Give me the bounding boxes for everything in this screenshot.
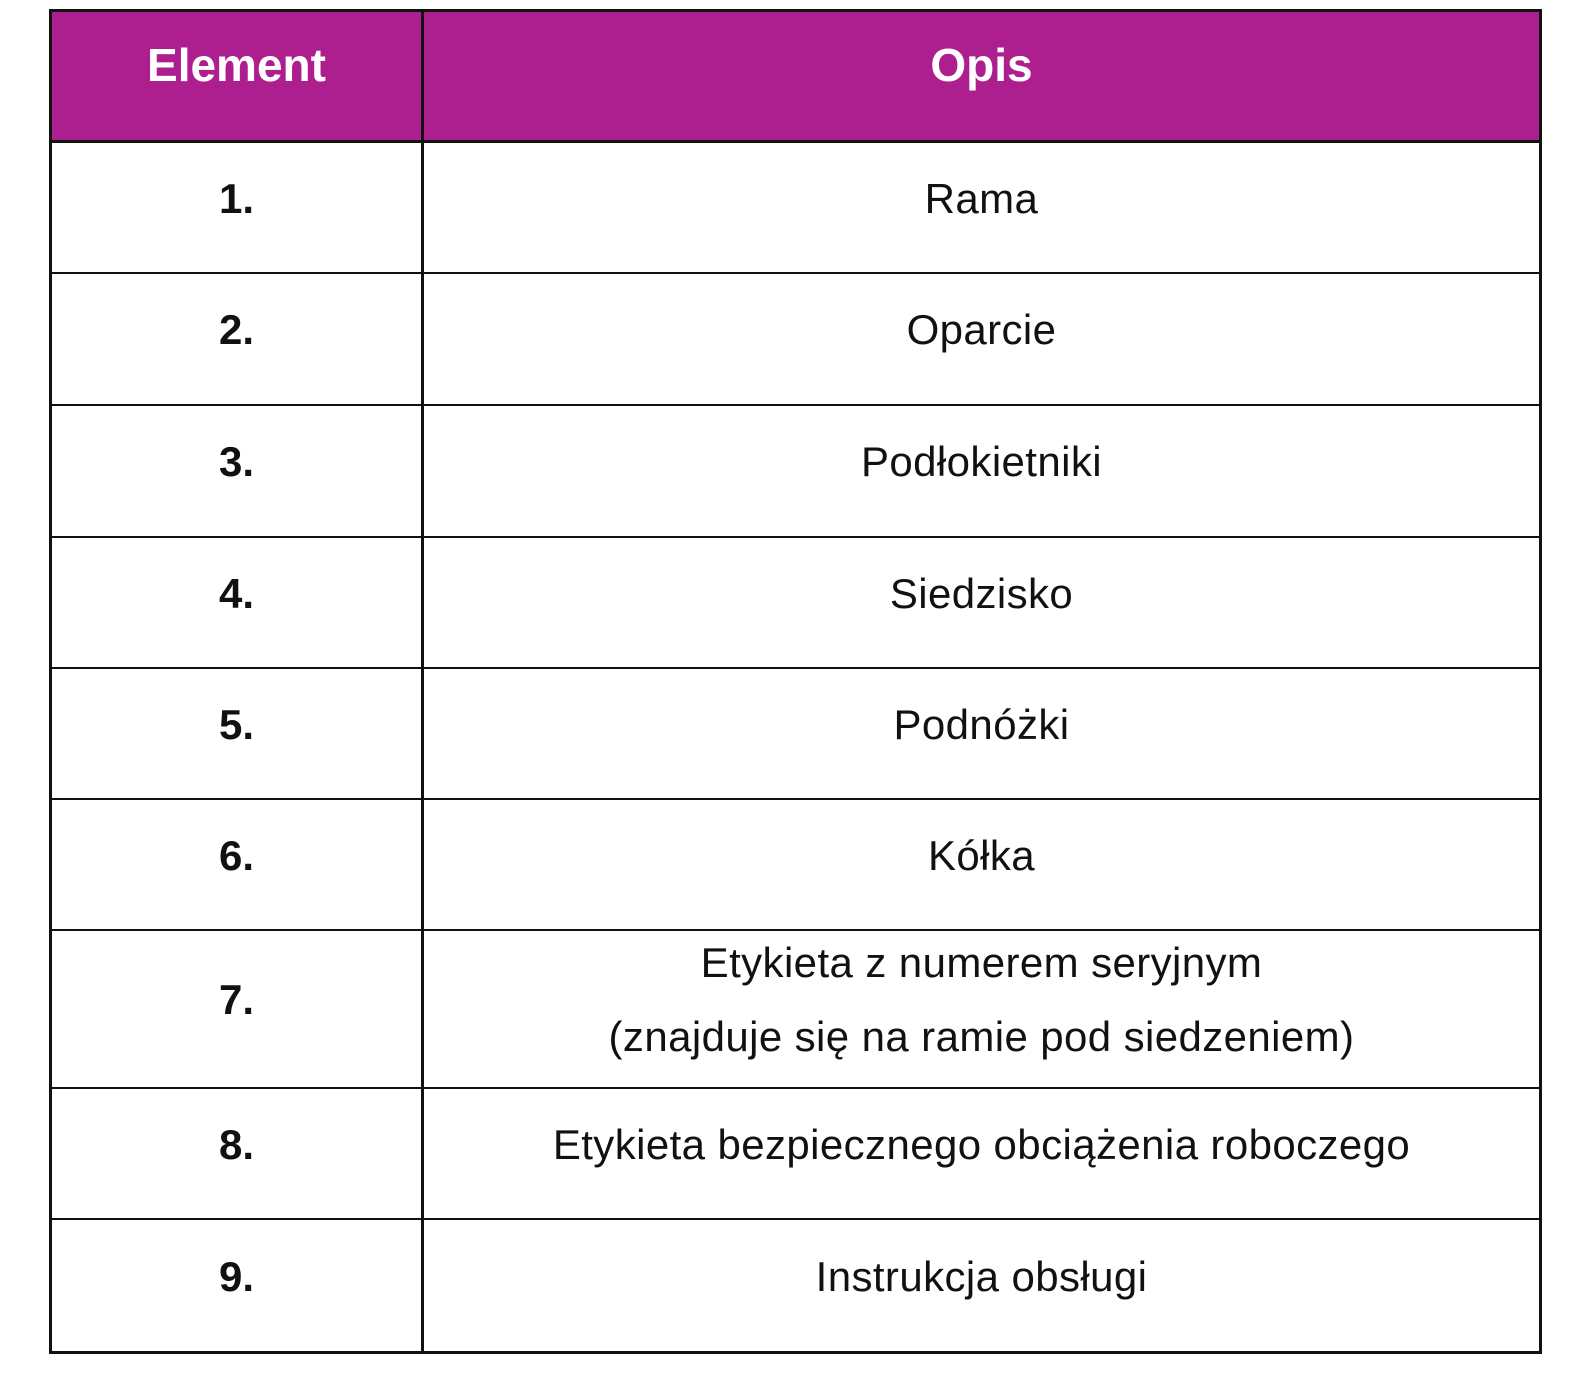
row-3-opis [424,406,1539,538]
parts-table [49,9,1542,1354]
row-5-opis-line-1: Podnóżki [893,700,1070,748]
row-2-opis [424,274,1539,406]
row-7-opis-line-2: (znajduje się na ramie pod siedzeniem) [608,1013,1355,1060]
row-6-opis-line-1: Kółka [927,831,1036,879]
row-2-element: 2. [52,274,424,406]
row-8-element: 8. [52,1089,424,1220]
row-4-opis [424,538,1539,669]
header-element: Element [52,12,424,143]
row-3-opis-line-1: Podłokietniki [861,438,1102,485]
row-8-opis [424,1089,1539,1220]
row-5-element: 5. [52,669,424,800]
row-1-opis [424,143,1539,274]
row-6-opis [424,800,1539,931]
row-5-opis [424,669,1539,800]
row-7-opis-lines [609,926,1355,1074]
row-3-element: 3. [52,406,424,538]
row-2-opis-line-1: Oparcie [906,306,1057,353]
header-opis: Opis [424,12,1539,143]
row-9-opis-line-1: Instrukcja obsługi [815,1252,1148,1300]
row-7-opis-line-1: Etykieta z numerem seryjnym [700,939,1263,986]
row-7-element: 7. [52,931,424,1089]
row-1-opis-line-1: Rama [924,174,1039,222]
row-4-opis-line-1: Siedzisko [889,569,1074,617]
row-4-element: 4. [52,538,424,669]
row-7-opis [424,931,1539,1089]
row-8-opis-line-1: Etykieta bezpiecznego obciążenia roboczego [552,1120,1411,1168]
row-9-element: 9. [52,1220,424,1351]
row-9-opis [424,1220,1539,1351]
row-6-element: 6. [52,800,424,931]
row-1-element: 1. [52,143,424,274]
